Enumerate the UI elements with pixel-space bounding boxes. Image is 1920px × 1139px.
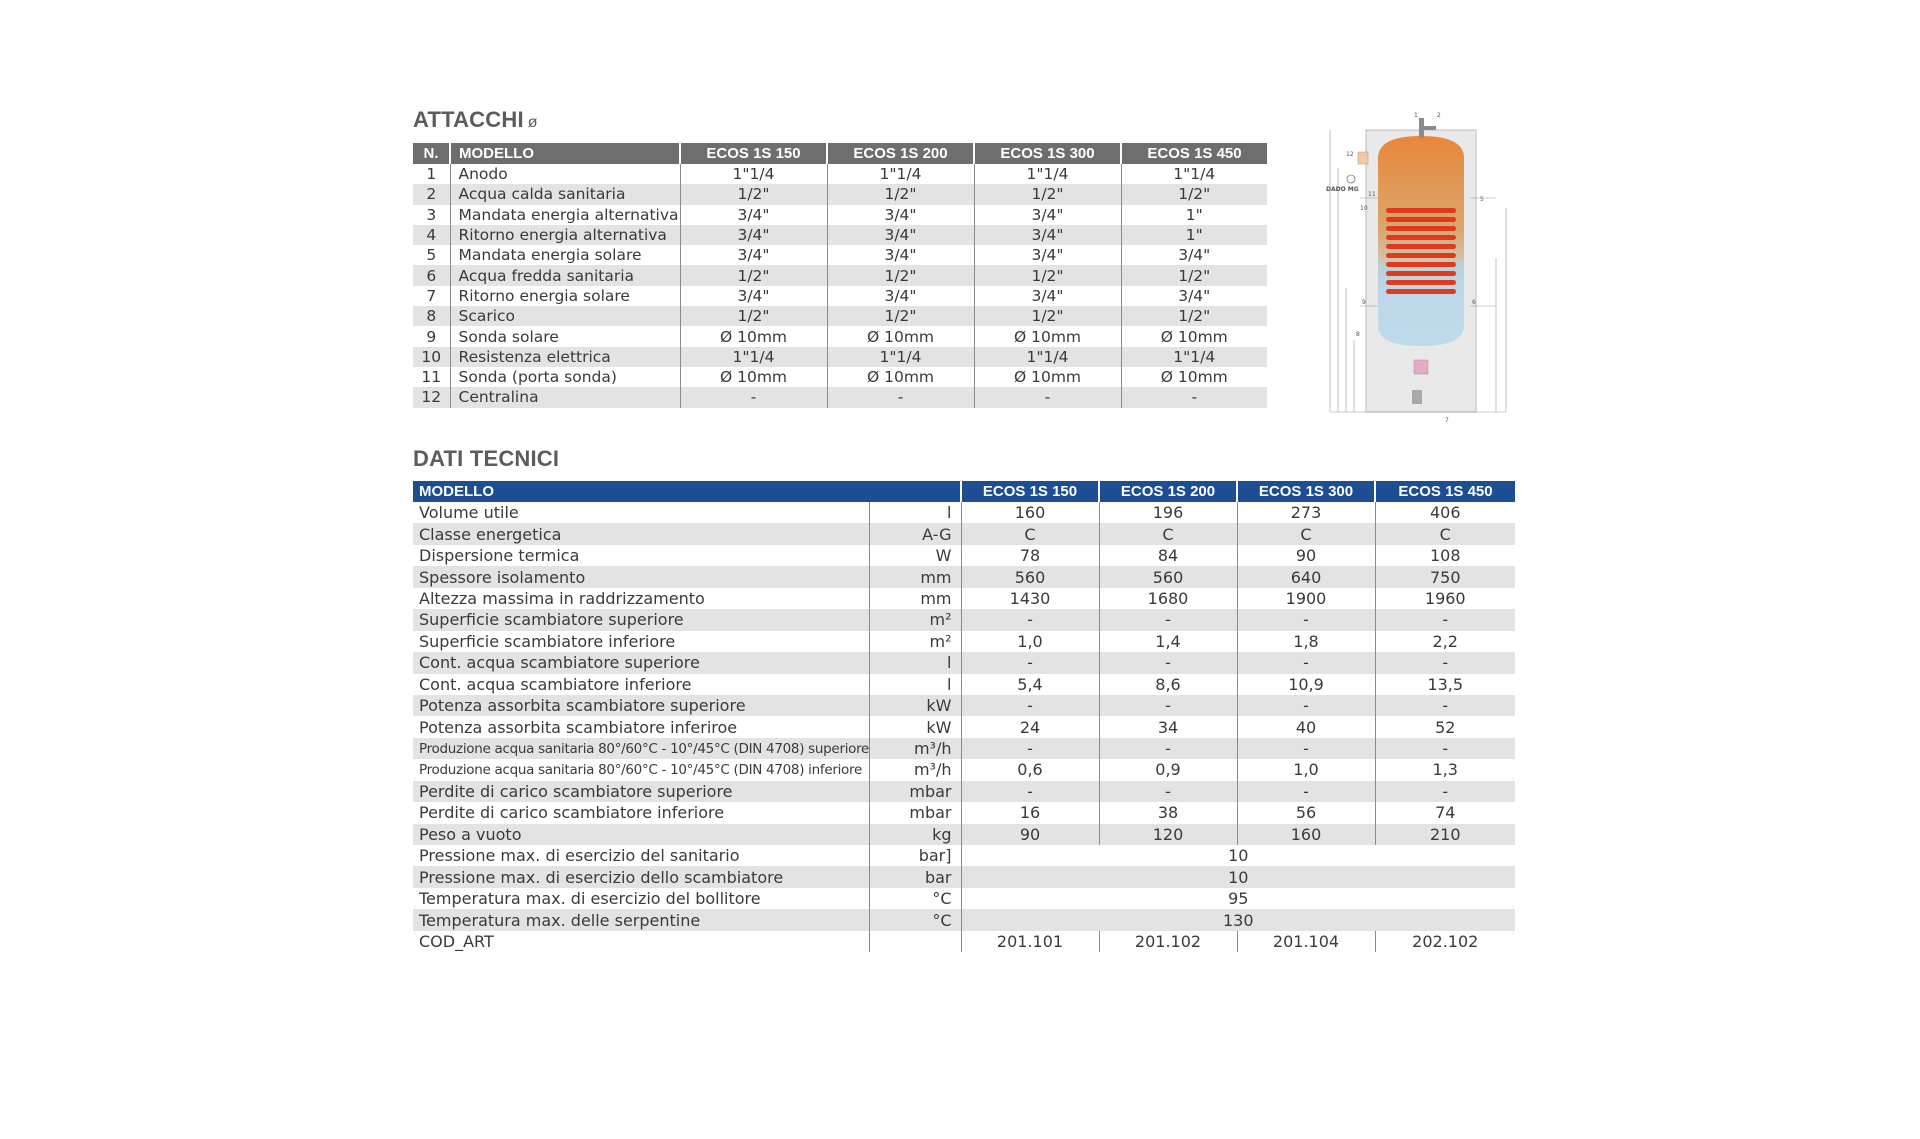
spec-value: 5,4	[961, 674, 1099, 695]
spec-label: Perdite di carico scambiatore superiore	[413, 781, 869, 802]
spec-value: -	[961, 738, 1099, 759]
connection-size: 1/2"	[974, 306, 1121, 326]
spec-unit: kW	[869, 695, 961, 716]
attacchi-row	[413, 286, 1267, 306]
attacchi-row	[413, 306, 1267, 326]
dati-row	[413, 931, 1515, 952]
spec-value: 201.102	[1099, 931, 1237, 952]
label-7: 7	[1445, 417, 1449, 424]
dati-row	[413, 609, 1515, 630]
connection-size: 1/2"	[827, 265, 974, 285]
connection-size: 3/4"	[974, 286, 1121, 306]
spec-unit: l	[869, 502, 961, 523]
spec-value: -	[1237, 738, 1375, 759]
dati-row	[413, 888, 1515, 909]
spec-unit: W	[869, 545, 961, 566]
connection-size: 1"1/4	[827, 164, 974, 184]
header-ecos-300: ECOS 1S 300	[974, 143, 1121, 164]
anode-pipe	[1419, 118, 1424, 138]
spec-value: 1430	[961, 588, 1099, 609]
dati-row	[413, 502, 1515, 523]
dati-row	[413, 759, 1515, 780]
connection-size: 1"1/4	[1121, 347, 1267, 367]
label-11: 11	[1368, 191, 1376, 198]
connection-name: Acqua fredda sanitaria	[450, 265, 680, 285]
connection-name: Ritorno energia alternativa	[450, 225, 680, 245]
connection-size: 1"1/4	[680, 164, 827, 184]
connection-size: 1"	[1121, 225, 1267, 245]
spec-label: Altezza massima in raddrizzamento	[419, 588, 705, 608]
spec-value-shared: 10	[961, 845, 1515, 866]
attacchi-row	[413, 265, 1267, 285]
spec-unit: mm	[869, 566, 961, 587]
attacchi-row	[413, 225, 1267, 245]
spec-value: 406	[1375, 502, 1515, 523]
thermometer-icon	[1347, 175, 1355, 183]
spec-value: -	[1099, 781, 1237, 802]
spec-value: -	[1375, 609, 1515, 630]
spec-unit: °C	[869, 909, 961, 930]
spec-value: C	[961, 523, 1099, 544]
spec-value: -	[1237, 781, 1375, 802]
connection-name: Mandata energia alternativa	[450, 205, 680, 225]
row-number: 3	[426, 205, 437, 224]
spec-value: -	[961, 652, 1099, 673]
attacchi-row	[413, 245, 1267, 265]
connection-size: Ø 10mm	[680, 326, 827, 346]
dati-tecnici-title: DATI TECNICI	[413, 446, 560, 471]
spec-value: 273	[1237, 502, 1375, 523]
spec-value: 56	[1237, 802, 1375, 823]
connection-size: 1"	[1121, 205, 1267, 225]
spec-unit: m³/h	[869, 759, 961, 780]
label-5: 5	[1480, 196, 1484, 203]
spec-label: Spessore isolamento	[413, 566, 869, 587]
spec-label: Potenza assorbita scambiatore inferiroe	[419, 717, 738, 737]
connection-name: Ritorno energia solare	[450, 286, 680, 306]
spec-value-shared: 95	[961, 888, 1515, 909]
spec-value: 2,2	[1375, 631, 1515, 652]
spec-unit: m²	[869, 609, 961, 630]
spec-value: 202.102	[1375, 931, 1515, 952]
attacchi-row	[413, 184, 1267, 204]
spec-value: -	[961, 609, 1099, 630]
spec-label: Classe energetica	[413, 523, 869, 544]
row-number: 11	[421, 368, 442, 387]
spec-value: 0,9	[1099, 759, 1237, 780]
spec-value: 640	[1237, 566, 1375, 587]
connection-size: Ø 10mm	[827, 367, 974, 387]
spec-value: 201.104	[1237, 931, 1375, 952]
connection-size: Ø 10mm	[974, 326, 1121, 346]
spec-value: 1,0	[961, 631, 1099, 652]
connection-size: 3/4"	[1121, 245, 1267, 265]
connection-size: 1/2"	[680, 184, 827, 204]
spec-value: 24	[961, 716, 1099, 737]
spec-label: Pressione max. di esercizio dello scambiatore	[413, 866, 869, 887]
spec-value: 108	[1375, 545, 1515, 566]
spec-value: 1960	[1375, 588, 1515, 609]
connection-size: 1"1/4	[680, 347, 827, 367]
spec-value: 210	[1375, 824, 1515, 845]
connection-size: Ø 10mm	[974, 367, 1121, 387]
spec-unit: m²	[869, 631, 961, 652]
connection-size: Ø 10mm	[827, 326, 974, 346]
header-ecos-200: ECOS 1S 200	[827, 143, 974, 164]
dati-row	[413, 738, 1515, 759]
row-number: 6	[413, 265, 450, 285]
spec-label: Temperatura max. delle serpentine	[413, 909, 869, 930]
label-1: 1	[1414, 112, 1418, 119]
connection-size: 1/2"	[1121, 306, 1267, 326]
dati-row	[413, 674, 1515, 695]
spec-value: -	[1375, 781, 1515, 802]
spec-unit: bar	[869, 866, 961, 887]
spec-value: -	[1375, 738, 1515, 759]
connection-size: -	[1121, 387, 1267, 407]
connection-size: 3/4"	[827, 286, 974, 306]
spec-value: 196	[1099, 502, 1237, 523]
spec-value: 1,8	[1237, 631, 1375, 652]
connection-size: 3/4"	[680, 205, 827, 225]
row-number: 7	[426, 286, 437, 305]
label-12: 12	[1346, 151, 1354, 158]
connection-size: Ø 10mm	[1121, 326, 1267, 346]
spec-value-shared: 10	[961, 866, 1515, 887]
spec-value: C	[1237, 523, 1375, 544]
connection-size: 3/4"	[1121, 286, 1267, 306]
row-number: 12	[413, 387, 450, 407]
connection-size: 1/2"	[680, 306, 827, 326]
dati-header-ecos-450: ECOS 1S 450	[1375, 481, 1515, 502]
spec-value: 34	[1099, 716, 1237, 737]
connection-size: Ø 10mm	[680, 367, 827, 387]
connection-size: -	[827, 387, 974, 407]
attacchi-table	[413, 143, 1267, 408]
row-number: 10	[413, 347, 450, 367]
dati-row	[413, 695, 1515, 716]
spec-value: -	[1375, 695, 1515, 716]
spec-value-shared: 130	[961, 909, 1515, 930]
spec-value: C	[1099, 523, 1237, 544]
connection-name: Anodo	[450, 164, 680, 184]
spec-value: 8,6	[1099, 674, 1237, 695]
spec-value: 40	[1237, 716, 1375, 737]
spec-value: -	[961, 781, 1099, 802]
header-modello: MODELLO	[450, 143, 680, 164]
spec-label: Produzione acqua sanitaria 80°/60°C - 10°/45°C (DIN 4708) inferiore	[419, 761, 862, 778]
connection-size: 1/2"	[827, 184, 974, 204]
dati-row	[413, 716, 1515, 737]
dati-row	[413, 824, 1515, 845]
label-8: 8	[1356, 331, 1360, 338]
dati-tecnici-table	[413, 481, 1515, 952]
row-number: 1	[426, 165, 437, 184]
dati-row	[413, 845, 1515, 866]
label-2: 2	[1437, 112, 1441, 119]
spec-value: -	[961, 695, 1099, 716]
spec-value: 90	[961, 824, 1099, 845]
dati-row	[413, 588, 1515, 609]
drain-pipe	[1412, 390, 1422, 404]
spec-unit: l	[869, 674, 961, 695]
spec-unit: A-G	[869, 523, 961, 544]
label-6: 6	[1472, 299, 1476, 306]
attacchi-row	[413, 347, 1267, 367]
row-number: 9	[426, 327, 437, 346]
spec-value: 560	[1099, 566, 1237, 587]
row-number: 8	[413, 306, 450, 326]
spec-unit: mm	[869, 588, 961, 609]
connection-size: 3/4"	[974, 245, 1121, 265]
connection-name: Sonda (porta sonda)	[450, 367, 680, 387]
spec-value: 1,4	[1099, 631, 1237, 652]
attacchi-row	[413, 326, 1267, 346]
spec-label: Dispersione termica	[419, 546, 580, 566]
connection-size: 1/2"	[827, 306, 974, 326]
spec-label: Potenza assorbita scambiatore superiore	[413, 695, 869, 716]
header-ecos-450: ECOS 1S 450	[1121, 143, 1267, 164]
spec-value: 160	[1237, 824, 1375, 845]
spec-value: 1680	[1099, 588, 1237, 609]
spec-value: 1,0	[1237, 759, 1375, 780]
spec-unit: m³/h	[869, 738, 961, 759]
spec-label: Superficie scambiatore inferiore	[419, 631, 676, 651]
dati-row	[413, 631, 1515, 652]
spec-value: -	[1237, 609, 1375, 630]
dati-row	[413, 652, 1515, 673]
attacchi-header-row	[413, 143, 1267, 164]
spec-value: -	[1237, 695, 1375, 716]
dati-header-row	[413, 481, 1515, 502]
connection-size: 1/2"	[1121, 265, 1267, 285]
connection-name: Mandata energia solare	[450, 245, 680, 265]
spec-label: Temperatura max. di esercizio del bollitore	[419, 889, 761, 909]
spec-label: Volume utile	[419, 503, 519, 523]
dati-row	[413, 909, 1515, 930]
row-number: 5	[426, 246, 437, 265]
dati-header-ecos-200: ECOS 1S 200	[1099, 481, 1237, 502]
spec-unit: °C	[869, 888, 961, 909]
hot-water-pipe	[1424, 126, 1436, 130]
connection-size: 1"1/4	[974, 347, 1121, 367]
spec-value: 74	[1375, 802, 1515, 823]
dati-row	[413, 523, 1515, 544]
spec-value: -	[1237, 652, 1375, 673]
label-dado-mg: DADO MG	[1326, 186, 1359, 193]
spec-value: 750	[1375, 566, 1515, 587]
spec-label: COD_ART	[419, 931, 494, 951]
control-box	[1358, 152, 1368, 164]
spec-unit	[869, 931, 961, 952]
spec-value: 560	[961, 566, 1099, 587]
spec-label: Superficie scambiatore superiore	[413, 609, 869, 630]
dati-header-modello: MODELLO	[413, 481, 961, 502]
attacchi-row	[413, 367, 1267, 387]
dati-row	[413, 545, 1515, 566]
dati-row	[413, 566, 1515, 587]
header-ecos-150: ECOS 1S 150	[680, 143, 827, 164]
attacchi-title: ATTACCHI ø	[413, 107, 538, 132]
attacchi-row	[413, 387, 1267, 407]
spec-value: 13,5	[1375, 674, 1515, 695]
spec-value: -	[1099, 652, 1237, 673]
connection-size: 3/4"	[827, 225, 974, 245]
spec-value: 84	[1099, 545, 1237, 566]
label-10: 10	[1360, 205, 1368, 212]
spec-value: 120	[1099, 824, 1237, 845]
dati-header-ecos-150: ECOS 1S 150	[961, 481, 1099, 502]
spec-value: -	[1099, 609, 1237, 630]
tank-diagram	[1320, 108, 1520, 426]
spec-value: 201.101	[961, 931, 1099, 952]
connection-size: 3/4"	[680, 286, 827, 306]
connection-size: 1"1/4	[827, 347, 974, 367]
connection-size: 3/4"	[974, 205, 1121, 225]
spec-value: -	[1099, 738, 1237, 759]
spec-value: 16	[961, 802, 1099, 823]
spec-value: 90	[1237, 545, 1375, 566]
connection-size: 3/4"	[680, 225, 827, 245]
connection-name: Acqua calda sanitaria	[450, 184, 680, 204]
dati-row	[413, 866, 1515, 887]
connection-name: Resistenza elettrica	[450, 347, 680, 367]
spec-value: 1,3	[1375, 759, 1515, 780]
spec-unit: mbar	[869, 802, 961, 823]
spec-value: 52	[1375, 716, 1515, 737]
spec-unit: l	[869, 652, 961, 673]
connection-size: -	[974, 387, 1121, 407]
spec-unit: kW	[869, 716, 961, 737]
spec-label: Produzione acqua sanitaria 80°/60°C - 10°/45°C (DIN 4708) superiore	[413, 738, 869, 759]
connection-size: 1/2"	[680, 265, 827, 285]
connection-size: 1/2"	[974, 184, 1121, 204]
spec-value: 0,6	[961, 759, 1099, 780]
spec-label: Perdite di carico scambiatore inferiore	[419, 803, 725, 823]
connection-name: Scarico	[450, 306, 680, 326]
header-n: N.	[413, 143, 450, 164]
connection-size: 1/2"	[1121, 184, 1267, 204]
spec-label: Cont. acqua scambiatore superiore	[413, 652, 869, 673]
spec-value: C	[1375, 523, 1515, 544]
spec-value: -	[1099, 695, 1237, 716]
attacchi-row	[413, 164, 1267, 184]
connection-size: 1/2"	[974, 265, 1121, 285]
connection-size: -	[680, 387, 827, 407]
connection-name: Centralina	[450, 387, 680, 407]
spec-label: Peso a vuoto	[413, 824, 869, 845]
spec-value: 78	[961, 545, 1099, 566]
spec-unit: mbar	[869, 781, 961, 802]
connection-size: 1"1/4	[1121, 164, 1267, 184]
spec-value: 1900	[1237, 588, 1375, 609]
connection-size: 1"1/4	[974, 164, 1121, 184]
spec-value: 160	[961, 502, 1099, 523]
connection-size: 3/4"	[827, 245, 974, 265]
spec-value: 10,9	[1237, 674, 1375, 695]
connection-size: Ø 10mm	[1121, 367, 1267, 387]
spec-unit: bar]	[869, 845, 961, 866]
row-number: 2	[413, 184, 450, 204]
spec-value: -	[1375, 652, 1515, 673]
connection-size: 3/4"	[827, 205, 974, 225]
attacchi-row	[413, 205, 1267, 225]
label-9: 9	[1362, 299, 1366, 306]
connection-size: 3/4"	[680, 245, 827, 265]
dati-header-ecos-300: ECOS 1S 300	[1237, 481, 1375, 502]
dati-row	[413, 802, 1515, 823]
connection-size: 3/4"	[974, 225, 1121, 245]
spec-value: 38	[1099, 802, 1237, 823]
electric-heater	[1414, 360, 1428, 374]
spec-unit: kg	[869, 824, 961, 845]
connection-name: Sonda solare	[450, 326, 680, 346]
spec-label: Pressione max. di esercizio del sanitario	[419, 846, 740, 866]
row-number: 4	[413, 225, 450, 245]
spec-label: Cont. acqua scambiatore inferiore	[419, 674, 692, 694]
dati-row	[413, 781, 1515, 802]
